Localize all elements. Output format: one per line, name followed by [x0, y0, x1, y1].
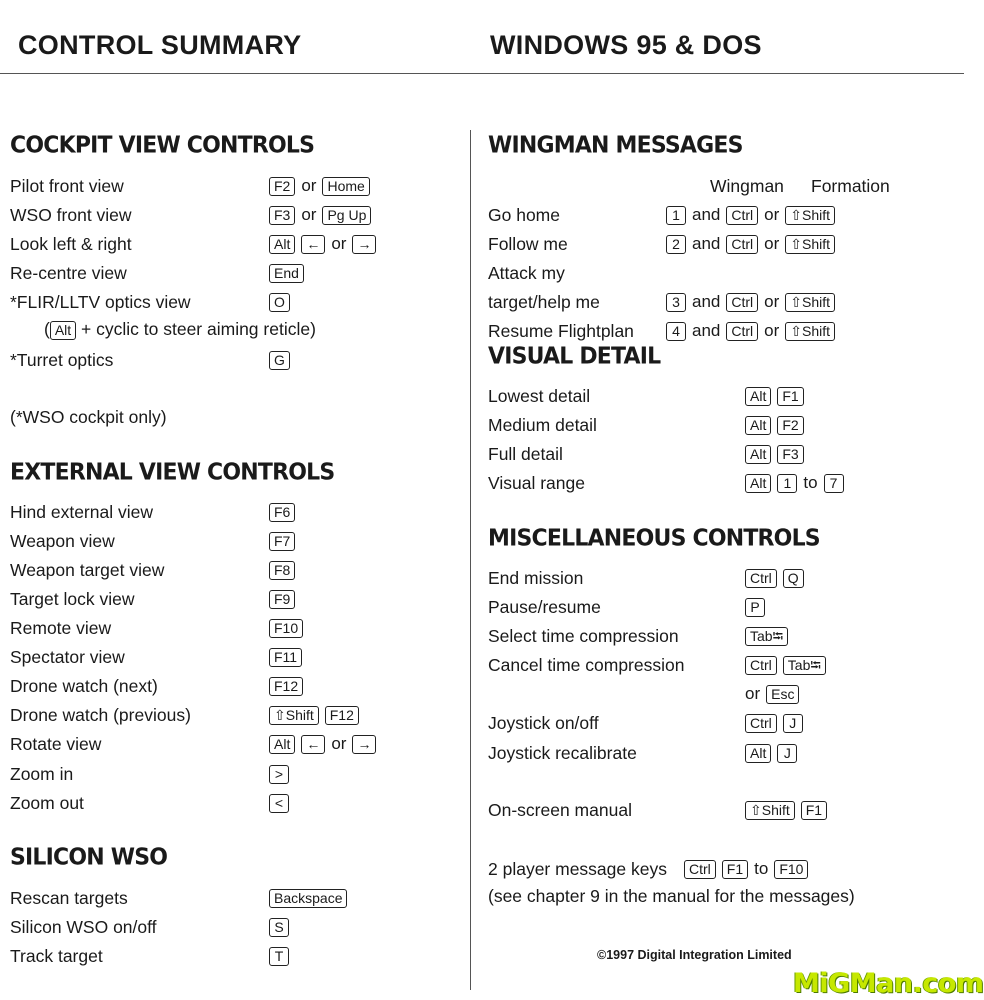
key-combo [745, 798, 827, 822]
tab-key: Tab⭾ [783, 656, 826, 675]
left-arrow-key: ← [301, 235, 325, 254]
shift-key: ⇧Shift [785, 235, 835, 254]
control-label: Medium detail [488, 415, 597, 435]
connector-or: or [764, 292, 780, 311]
control-label: *FLIR/LLTV optics view [10, 292, 191, 312]
cockpit-section-title: COCKPIT VIEW CONTROLS [10, 132, 315, 159]
control-label: Look left & right [10, 234, 132, 254]
key-combo [745, 566, 804, 590]
f8-key: F8 [269, 561, 295, 580]
control-label: Cancel time compression [488, 655, 685, 675]
g-key: G [269, 351, 290, 370]
key-combo [269, 529, 295, 553]
connector-or: or [764, 321, 780, 340]
connector-and: and [692, 292, 721, 311]
ctrl-key: Ctrl [726, 206, 758, 225]
f2-key: F2 [777, 416, 803, 435]
key-combo [269, 174, 370, 198]
key-combo [269, 791, 289, 815]
s-key: S [269, 918, 289, 937]
f1-key: F1 [801, 801, 827, 820]
tab-key: Tab⭾ [745, 627, 788, 646]
connector-and: and [692, 321, 721, 340]
key-combo [269, 558, 295, 582]
key-combo [745, 384, 804, 408]
cockpit-footnote: (*WSO cockpit only) [10, 407, 167, 427]
f7-key: F7 [269, 532, 295, 551]
cockpit-subnote [44, 319, 316, 340]
3-key: 3 [666, 293, 686, 312]
key-combo [269, 703, 359, 727]
ctrl-key: Ctrl [684, 860, 716, 879]
control-label: Weapon target view [10, 560, 165, 580]
f6-key: F6 [269, 503, 295, 522]
key-combo [745, 442, 804, 466]
control-label: End mission [488, 568, 584, 588]
less-than-key: < [269, 794, 289, 813]
1-key: 1 [777, 474, 797, 493]
key-combo [269, 616, 303, 640]
7-key: 7 [824, 474, 844, 493]
f3-key: F3 [269, 206, 295, 225]
ctrl-key: Ctrl [726, 322, 758, 341]
f10-key: F10 [774, 860, 808, 879]
connector-to: to [754, 859, 769, 878]
f1-key: F1 [722, 860, 748, 879]
connector-or: or [331, 734, 347, 753]
key-combo [269, 261, 304, 285]
page-title-right: WINDOWS 95 & DOS [490, 30, 762, 60]
key-combo [666, 319, 835, 343]
shift-key: ⇧Shift [785, 206, 835, 225]
control-label: Pilot front view [10, 176, 124, 196]
end-key: End [269, 264, 304, 283]
alt-key: Alt [745, 416, 771, 435]
control-label: Hind external view [10, 502, 153, 522]
backspace-key: Backspace [269, 889, 347, 908]
alt-key: Alt [50, 321, 76, 340]
control-label: Zoom out [10, 793, 84, 813]
subnote-text: + cyclic to steer aiming reticle) [81, 319, 316, 339]
q-key: Q [783, 569, 804, 588]
formation-column-header: Formation [811, 176, 890, 196]
connector-and: and [692, 234, 721, 253]
ctrl-key: Ctrl [745, 656, 777, 675]
key-combo [269, 348, 290, 372]
right-arrow-key: → [352, 735, 376, 754]
control-label: Drone watch (previous) [10, 705, 191, 725]
shift-key: ⇧Shift [785, 293, 835, 312]
greater-than-key: > [269, 765, 289, 784]
f12-key: F12 [325, 706, 359, 725]
left-arrow-key: ← [301, 735, 325, 754]
key-combo [269, 203, 371, 227]
alt-key: Alt [269, 235, 295, 254]
key-combo [666, 203, 835, 227]
f12-key: F12 [269, 677, 303, 696]
control-label: Lowest detail [488, 386, 591, 406]
control-label: Spectator view [10, 647, 125, 667]
watermark-logo: MiGMan.com [793, 968, 984, 999]
misc-section-title: MISCELLANEOUS CONTROLS [488, 525, 820, 552]
control-label: Drone watch (next) [10, 676, 158, 696]
control-label: target/help me [488, 292, 600, 312]
control-label: Target lock view [10, 589, 135, 609]
ctrl-key: Ctrl [726, 235, 758, 254]
home-key: Home [322, 177, 369, 196]
subnote-open-paren: ( [44, 319, 50, 339]
silicon-section-title: SILICON WSO [10, 844, 168, 871]
control-label: Rotate view [10, 734, 102, 754]
control-label: Visual range [488, 473, 585, 493]
key-combo [666, 290, 835, 314]
f1-key: F1 [777, 387, 803, 406]
shift-key: ⇧Shift [745, 801, 795, 820]
1-key: 1 [666, 206, 686, 225]
shift-key: ⇧Shift [269, 706, 319, 725]
control-label: Zoom in [10, 764, 74, 784]
f3-key: F3 [777, 445, 803, 464]
4-key: 4 [666, 322, 686, 341]
control-label: Full detail [488, 444, 563, 464]
control-label: Joystick recalibrate [488, 743, 637, 763]
control-label: On-screen manual [488, 800, 632, 820]
alt-key: Alt [745, 445, 771, 464]
connector-or: or [745, 684, 761, 703]
key-combo [745, 682, 799, 706]
control-label: WSO front view [10, 205, 132, 225]
key-combo [269, 944, 289, 968]
key-combo [745, 711, 803, 735]
control-label: Re-centre view [10, 263, 127, 283]
key-combo [269, 674, 303, 698]
connector-or: or [301, 205, 317, 224]
ctrl-key: Ctrl [745, 714, 777, 733]
control-label: Select time compression [488, 626, 679, 646]
f9-key: F9 [269, 590, 295, 609]
f10-key: F10 [269, 619, 303, 638]
external-section-title: EXTERNAL VIEW CONTROLS [10, 459, 335, 486]
column-divider [470, 130, 471, 990]
shift-key: ⇧Shift [785, 322, 835, 341]
control-label: Rescan targets [10, 888, 128, 908]
key-combo [745, 595, 765, 619]
key-combo [269, 732, 376, 756]
j-key: J [777, 744, 797, 763]
2-key: 2 [666, 235, 686, 254]
connector-and: and [692, 205, 721, 224]
connector-or: or [301, 176, 317, 195]
alt-key: Alt [269, 735, 295, 754]
key-combo [745, 413, 804, 437]
control-label: Go home [488, 205, 560, 225]
esc-key: Esc [766, 685, 799, 704]
control-label: Silicon WSO on/off [10, 917, 157, 937]
header-divider [0, 73, 964, 74]
control-label: *Turret optics [10, 350, 114, 370]
attack-label: Attack my [488, 263, 565, 283]
control-label: Remote view [10, 618, 112, 638]
chapter-note: (see chapter 9 in the manual for the messages) [488, 886, 855, 906]
t-key: T [269, 947, 289, 966]
key-combo [269, 886, 347, 910]
control-label: Pause/resume [488, 597, 601, 617]
visual-section-title: VISUAL DETAIL [488, 343, 661, 370]
key-combo [269, 915, 289, 939]
pg-up-key: Pg Up [322, 206, 371, 225]
key-combo [745, 741, 797, 765]
key-combo [745, 471, 844, 495]
two-player-label: 2 player message keys [488, 859, 667, 879]
connector-or: or [331, 234, 347, 253]
wingman-section-title: WINGMAN MESSAGES [488, 132, 743, 159]
alt-key: Alt [745, 474, 771, 493]
j-key: J [783, 714, 803, 733]
f2-key: F2 [269, 177, 295, 196]
two-player-keys [684, 857, 808, 881]
connector-or: or [764, 234, 780, 253]
connector-to: to [803, 473, 818, 492]
key-combo [269, 290, 290, 314]
key-combo [745, 624, 788, 648]
control-label: Resume Flightplan [488, 321, 634, 341]
copyright: ©1997 Digital Integration Limited [597, 948, 792, 962]
wingman-column-header: Wingman [710, 176, 784, 196]
connector-or: or [764, 205, 780, 224]
ctrl-key: Ctrl [726, 293, 758, 312]
control-label: Track target [10, 946, 103, 966]
key-combo [745, 653, 826, 677]
page-title-left: CONTROL SUMMARY [18, 30, 302, 60]
key-combo [269, 762, 289, 786]
key-combo [269, 232, 376, 256]
p-key: P [745, 598, 765, 617]
right-arrow-key: → [352, 235, 376, 254]
key-combo [269, 587, 295, 611]
alt-key: Alt [745, 744, 771, 763]
key-combo [269, 500, 295, 524]
o-key: O [269, 293, 290, 312]
ctrl-key: Ctrl [745, 569, 777, 588]
control-label: Joystick on/off [488, 713, 599, 733]
key-combo [269, 645, 302, 669]
control-label: Weapon view [10, 531, 115, 551]
control-label: Follow me [488, 234, 568, 254]
key-combo [666, 232, 835, 256]
alt-key: Alt [745, 387, 771, 406]
f11-key: F11 [269, 648, 302, 667]
